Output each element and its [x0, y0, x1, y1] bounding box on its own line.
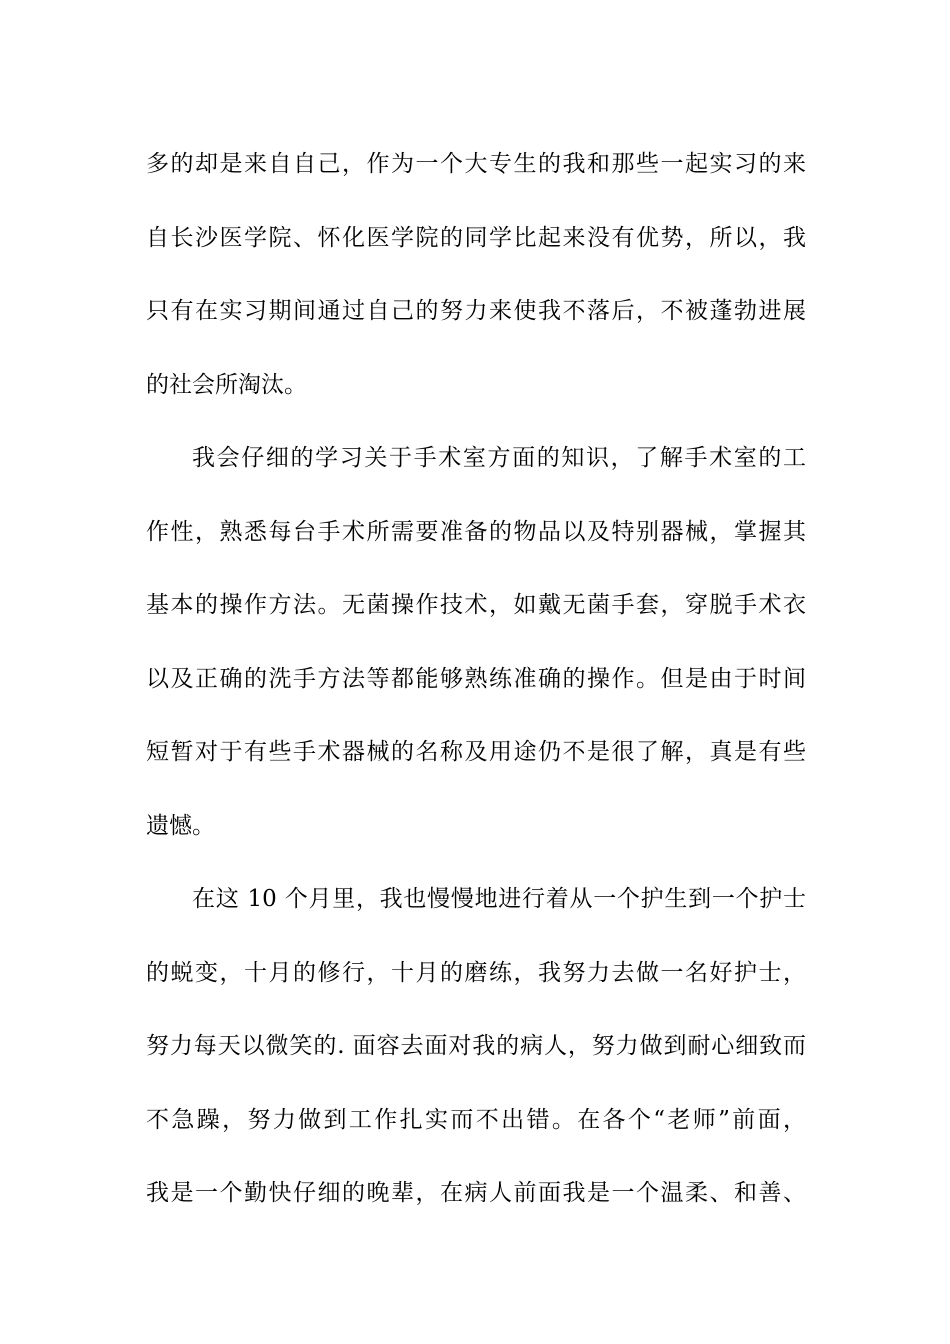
- paragraph-2-line-1: 我会仔细的学习关于手术室方面的知识，了解手术室的工: [192, 445, 806, 471]
- paragraph-3-line-4: 不急躁，努力做到工作扎实而不出错。在各个“老师”前面，: [146, 1106, 806, 1133]
- paragraph-2-line-3: 基本的操作方法。无菌操作技术，如戴无菌手套，穿脱手术衣: [146, 592, 806, 618]
- paragraph-2-line-5: 短暂对于有些手术器械的名称及用途仍不是很了解，真是有些: [146, 739, 806, 765]
- paragraph-1-line-3: 只有在实习期间通过自己的努力来使我不落后，不被蓬勃进展: [146, 298, 806, 324]
- paragraph-2-line-6: 遗憾。: [146, 812, 215, 839]
- paragraph-3-line-5: 我是一个勤快仔细的晚辈，在病人前面我是一个温柔、和善、: [146, 1180, 806, 1206]
- body-text: [146, 128, 806, 1231]
- paragraph-2-line-2: 作性，熟悉每台手术所需要准备的物品以及特别器械，掌握其: [146, 518, 806, 545]
- paragraph-3-line-3: 努力每天以微笑的. 面容去面对我的病人，努力做到耐心细致而: [146, 1033, 806, 1059]
- paragraph-1-line-2: 自长沙医学院、怀化医学院的同学比起来没有优势，所以，我: [146, 224, 806, 251]
- paragraph-1-line-1: 多的却是来自自己，作为一个大专生的我和那些一起实习的来: [146, 151, 806, 177]
- paragraph-1-line-4: 的社会所淘汰。: [146, 371, 307, 398]
- paragraph-3-line-2: 的蜕变，十月的修行，十月的磨练，我努力去做一名好护士，: [146, 959, 806, 986]
- paragraph-3-line-1: 在这 10 个月里，我也慢慢地进行着从一个护生到一个护士: [192, 886, 806, 912]
- paragraph-2-line-4: 以及正确的洗手方法等都能够熟练准确的操作。但是由于时间: [146, 665, 806, 692]
